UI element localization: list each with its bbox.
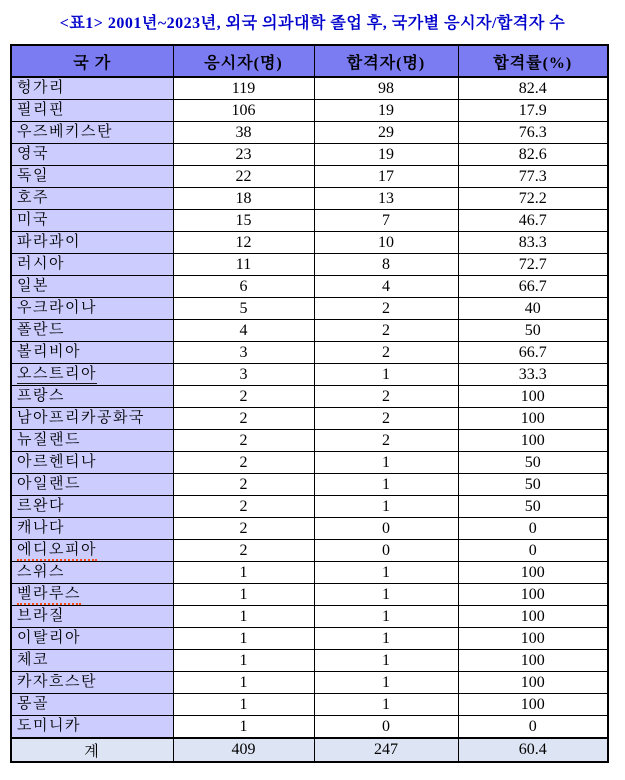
total-pass-rate-value: 60.4 (458, 738, 608, 762)
rate-cell: 100 (458, 562, 608, 584)
passers-cell: 2 (314, 386, 458, 408)
applicants-cell: 1 (173, 716, 314, 739)
rate-cell: 0 (458, 518, 608, 540)
passers-cell: 1 (314, 584, 458, 606)
country-cell (11, 144, 173, 166)
table-row (11, 276, 608, 298)
passers-cell: 1 (314, 364, 458, 386)
rate-cell: 82.4 (458, 77, 608, 100)
passers-cell: 2 (314, 430, 458, 452)
country-name: 우크라이나 (17, 300, 97, 316)
passers-cell: 0 (314, 518, 458, 540)
applicants-cell: 18 (173, 188, 314, 210)
passers-cell: 8 (314, 254, 458, 276)
country-cell (11, 122, 173, 144)
country-cell (11, 166, 173, 188)
rate-cell: 100 (458, 430, 608, 452)
country-cell (11, 320, 173, 342)
country-cell (11, 430, 173, 452)
table-row (11, 430, 608, 452)
header-row (11, 45, 608, 77)
table-row (11, 496, 608, 518)
applicants-cell: 1 (173, 606, 314, 628)
table-row (11, 606, 608, 628)
table-row (11, 77, 608, 100)
country-name: 아일랜드 (17, 476, 81, 492)
table-row (11, 254, 608, 276)
table-row (11, 122, 608, 144)
country-name: 러시아 (17, 256, 65, 272)
table-row (11, 166, 608, 188)
rate-cell: 0 (458, 716, 608, 739)
table-row (11, 716, 608, 739)
col-header-applicants: 응시자(명) (173, 45, 314, 77)
country-name: 르완다 (17, 498, 65, 514)
table-row (11, 628, 608, 650)
country-cell (11, 496, 173, 518)
country-name: 헝가리 (17, 80, 65, 96)
rate-cell: 72.2 (458, 188, 608, 210)
country-cell (11, 628, 173, 650)
country-cell (11, 210, 173, 232)
passers-cell: 1 (314, 562, 458, 584)
total-row (11, 738, 608, 762)
country-cell (11, 650, 173, 672)
country-name: 독일 (17, 168, 49, 184)
rate-cell: 50 (458, 452, 608, 474)
passers-cell: 98 (314, 77, 458, 100)
table-row (11, 562, 608, 584)
table-row (11, 188, 608, 210)
country-name: 캐나다 (17, 520, 65, 536)
country-name: 도미니카 (17, 718, 81, 734)
rate-cell: 33.3 (458, 364, 608, 386)
rate-cell: 50 (458, 320, 608, 342)
passers-cell: 0 (314, 716, 458, 739)
country-cell (11, 298, 173, 320)
passers-cell: 1 (314, 496, 458, 518)
country-cell (11, 562, 173, 584)
passers-cell: 2 (314, 298, 458, 320)
country-cell (11, 276, 173, 298)
col-header-passers: 합격자(명) (314, 45, 458, 77)
passers-cell: 1 (314, 452, 458, 474)
applicants-cell: 2 (173, 540, 314, 562)
table-row (11, 100, 608, 122)
applicants-cell: 1 (173, 584, 314, 606)
country-name: 미국 (17, 212, 49, 228)
table-row (11, 650, 608, 672)
country-cell (11, 584, 173, 606)
applicants-cell: 6 (173, 276, 314, 298)
passers-cell: 0 (314, 540, 458, 562)
table-row (11, 386, 608, 408)
passers-cell: 17 (314, 166, 458, 188)
country-name: 호주 (17, 190, 49, 206)
col-header-pass-rate: 합격률(%) (458, 45, 608, 77)
table-row (11, 320, 608, 342)
applicants-cell: 2 (173, 474, 314, 496)
applicants-cell: 2 (173, 408, 314, 430)
country-cell (11, 77, 173, 100)
country-name: 남아프리카공화국 (17, 410, 145, 426)
country-name: 이탈리아 (17, 630, 81, 646)
passers-cell: 19 (314, 144, 458, 166)
country-cell (11, 606, 173, 628)
rate-cell: 72.7 (458, 254, 608, 276)
country-name: 볼리비아 (17, 344, 81, 360)
country-cell (11, 364, 173, 386)
passers-cell: 1 (314, 474, 458, 496)
passers-cell: 2 (314, 408, 458, 430)
country-name: 일본 (17, 278, 49, 294)
country-name: 폴란드 (17, 322, 65, 338)
applicants-cell: 1 (173, 694, 314, 716)
applicants-cell: 2 (173, 452, 314, 474)
country-name: 에디오피아 (17, 541, 97, 561)
country-cell (11, 540, 173, 562)
rate-cell: 100 (458, 584, 608, 606)
applicants-cell: 12 (173, 232, 314, 254)
country-cell (11, 518, 173, 540)
table-body (11, 77, 608, 738)
country-name: 브라질 (17, 608, 65, 624)
passers-cell: 1 (314, 628, 458, 650)
applicants-cell: 2 (173, 518, 314, 540)
country-cell (11, 716, 173, 739)
applicants-cell: 11 (173, 254, 314, 276)
table-row (11, 210, 608, 232)
total-applicants-value: 409 (173, 738, 314, 762)
table-row (11, 364, 608, 386)
country-name: 카자흐스탄 (17, 674, 97, 690)
country-name: 몽골 (17, 696, 49, 712)
country-name: 프랑스 (17, 388, 65, 404)
table-row (11, 694, 608, 716)
applicants-cell: 119 (173, 77, 314, 100)
passers-cell: 2 (314, 342, 458, 364)
country-cell (11, 672, 173, 694)
rate-cell: 50 (458, 474, 608, 496)
rate-cell: 100 (458, 650, 608, 672)
passers-cell: 2 (314, 320, 458, 342)
col-header-country: 국 가 (11, 45, 173, 77)
rate-cell: 66.7 (458, 276, 608, 298)
table-row (11, 408, 608, 430)
applicants-cell: 2 (173, 496, 314, 518)
applicants-cell: 15 (173, 210, 314, 232)
table-row (11, 540, 608, 562)
table-row (11, 672, 608, 694)
table-title: <표1> 2001년~2023년, 외국 의과대학 졸업 후, 국가별 응시자/합격자 수 (59, 15, 566, 32)
applicants-cell: 22 (173, 166, 314, 188)
table-row (11, 584, 608, 606)
applicants-cell: 3 (173, 342, 314, 364)
rate-cell: 83.3 (458, 232, 608, 254)
table-row (11, 474, 608, 496)
country-results-table (10, 44, 609, 763)
country-cell (11, 232, 173, 254)
rate-cell: 82.6 (458, 144, 608, 166)
rate-cell: 50 (458, 496, 608, 518)
applicants-cell: 1 (173, 650, 314, 672)
passers-cell: 1 (314, 606, 458, 628)
table-row (11, 232, 608, 254)
country-name: 파라과이 (17, 234, 81, 250)
country-cell (11, 694, 173, 716)
applicants-cell: 38 (173, 122, 314, 144)
rate-cell: 100 (458, 672, 608, 694)
rate-cell: 0 (458, 540, 608, 562)
total-label: 계 (11, 738, 173, 762)
rate-cell: 66.7 (458, 342, 608, 364)
table-row (11, 298, 608, 320)
applicants-cell: 2 (173, 430, 314, 452)
country-name: 벨라루스 (17, 585, 81, 605)
country-cell (11, 342, 173, 364)
rate-cell: 76.3 (458, 122, 608, 144)
country-name: 체코 (17, 652, 49, 668)
passers-cell: 1 (314, 694, 458, 716)
country-name: 스위스 (17, 564, 65, 580)
country-cell (11, 100, 173, 122)
applicants-cell: 1 (173, 628, 314, 650)
total-passers-value: 247 (314, 738, 458, 762)
country-cell (11, 386, 173, 408)
country-name: 필리핀 (17, 102, 65, 118)
applicants-cell: 106 (173, 100, 314, 122)
country-name: 우즈베키스탄 (17, 124, 113, 140)
applicants-cell: 3 (173, 364, 314, 386)
table-row (11, 518, 608, 540)
country-cell (11, 474, 173, 496)
country-name: 오스트리아 (17, 366, 97, 382)
table-row (11, 452, 608, 474)
country-cell (11, 408, 173, 430)
table-row (11, 144, 608, 166)
rate-cell: 46.7 (458, 210, 608, 232)
country-cell (11, 188, 173, 210)
rate-cell: 100 (458, 606, 608, 628)
rate-cell: 100 (458, 628, 608, 650)
rate-cell: 77.3 (458, 166, 608, 188)
applicants-cell: 1 (173, 672, 314, 694)
rate-cell: 100 (458, 408, 608, 430)
rate-cell: 100 (458, 694, 608, 716)
country-name: 뉴질랜드 (17, 432, 81, 448)
applicants-cell: 5 (173, 298, 314, 320)
passers-cell: 1 (314, 650, 458, 672)
country-cell (11, 254, 173, 276)
passers-cell: 1 (314, 672, 458, 694)
country-name: 영국 (17, 146, 49, 162)
passers-cell: 13 (314, 188, 458, 210)
passers-cell: 7 (314, 210, 458, 232)
passers-cell: 4 (314, 276, 458, 298)
passers-cell: 29 (314, 122, 458, 144)
country-name: 아르헨티나 (17, 454, 97, 470)
applicants-cell: 23 (173, 144, 314, 166)
applicants-cell: 4 (173, 320, 314, 342)
passers-cell: 19 (314, 100, 458, 122)
country-cell (11, 452, 173, 474)
rate-cell: 100 (458, 386, 608, 408)
rate-cell: 17.9 (458, 100, 608, 122)
applicants-cell: 2 (173, 386, 314, 408)
passers-cell: 10 (314, 232, 458, 254)
rate-cell: 40 (458, 298, 608, 320)
applicants-cell: 1 (173, 562, 314, 584)
table-row (11, 342, 608, 364)
